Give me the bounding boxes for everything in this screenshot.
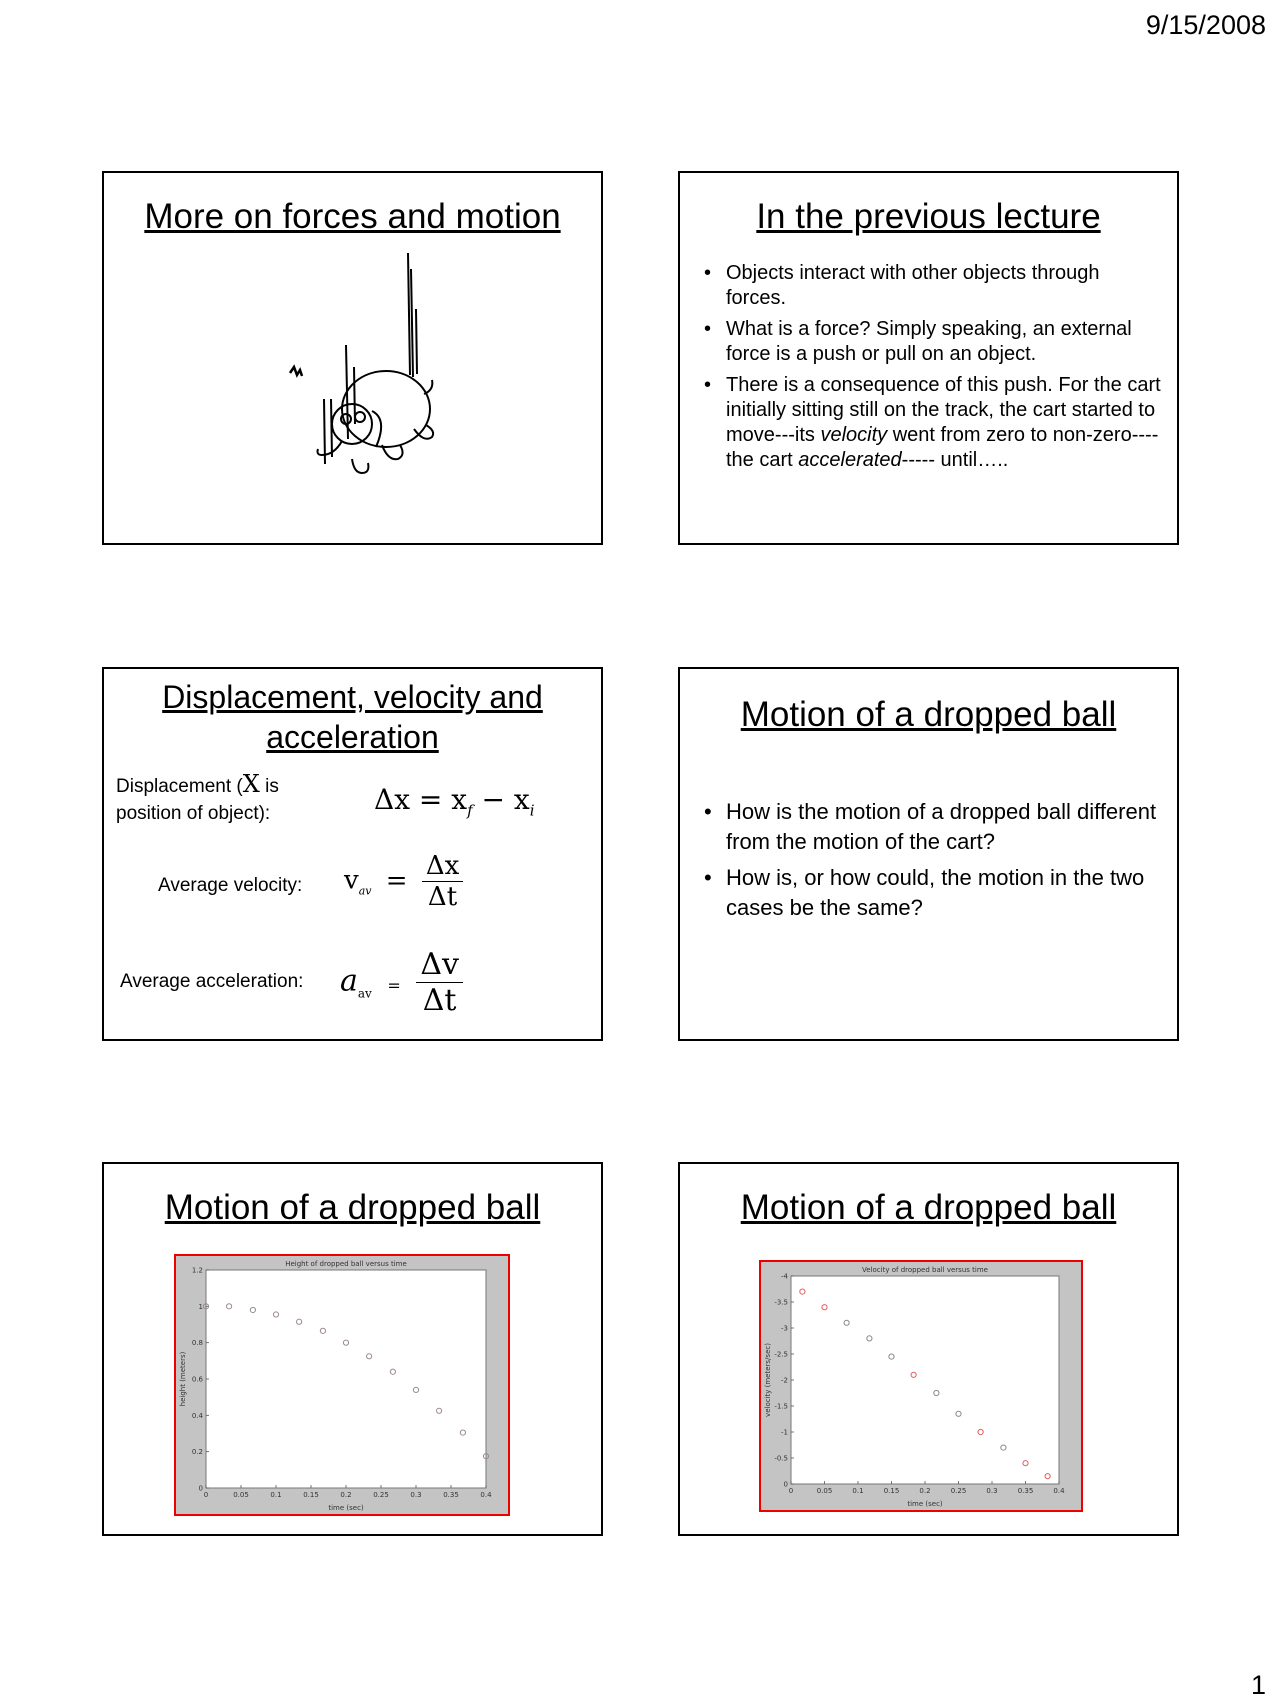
slide-title: Motion of a dropped ball xyxy=(164,1188,541,1227)
height-vs-time-chart xyxy=(176,1256,508,1514)
x-tick-label: 0 xyxy=(203,1491,209,1499)
slide-displacement-velocity-acceleration xyxy=(102,667,603,1041)
displacement-equation: $\Delta x = x_f - x_i$ xyxy=(374,783,535,820)
slide-title: Motion of a dropped ball xyxy=(740,1188,1117,1227)
x-axis-label: time (sec) xyxy=(328,1504,364,1512)
bullet-item: • Objects interact with other objects through forces. xyxy=(702,261,1162,311)
y-axis-label: height (meters) xyxy=(179,1351,187,1407)
y-tick-label: 0.2 xyxy=(191,1448,203,1457)
x-tick-label: 0 xyxy=(788,1487,794,1495)
slide-velocity-chart xyxy=(678,1162,1179,1536)
x-tick-label: 0.4 xyxy=(1053,1487,1065,1495)
y-tick-label: 0.8 xyxy=(191,1339,203,1348)
y-tick-label: -2.5 xyxy=(774,1350,788,1359)
velocity-vs-time-chart xyxy=(761,1262,1081,1510)
bullet-item: • How is the motion of a dropped ball different from the motion of the cart? xyxy=(702,797,1162,857)
y-tick-label: -3 xyxy=(781,1324,788,1333)
x-tick-label: 0.4 xyxy=(480,1491,492,1499)
displacement-label: Displacement (X is position of object): xyxy=(116,770,279,824)
slide-forces-and-motion xyxy=(102,171,603,545)
bullet-item: • How is, or how could, the motion in the two cases be the same? xyxy=(702,863,1162,923)
slide-dropped-ball-questions xyxy=(678,667,1179,1041)
x-tick-label: 0.1 xyxy=(270,1491,282,1499)
bullet-item: • What is a force? Simply speaking, an external force is a push or pull on an object. xyxy=(702,317,1162,367)
x-tick-label: 0.05 xyxy=(233,1491,249,1499)
y-tick-label: -4 xyxy=(781,1272,788,1281)
x-tick-label: 0.1 xyxy=(852,1487,864,1495)
slide-height-chart xyxy=(102,1162,603,1536)
plot-area xyxy=(206,1270,486,1488)
y-tick-label: 0.6 xyxy=(191,1375,203,1384)
x-tick-label: 0.35 xyxy=(443,1491,459,1499)
x-tick-label: 0.25 xyxy=(373,1491,389,1499)
page-number: 1 xyxy=(1250,1670,1266,1700)
height-chart-frame xyxy=(174,1254,510,1516)
slide-title: Displacement, velocity and acceleration xyxy=(162,679,543,755)
x-tick-label: 0.35 xyxy=(1017,1487,1034,1495)
x-axis-label: time (sec) xyxy=(907,1500,943,1508)
y-tick-label: -3.5 xyxy=(774,1298,788,1307)
y-tick-label: 0 xyxy=(783,1480,788,1489)
average-velocity-label: Average velocity: xyxy=(158,875,303,896)
y-tick-label: 1.2 xyxy=(191,1266,203,1275)
slide-title: In the previous lecture xyxy=(756,197,1101,236)
chart-title: Velocity of dropped ball versus time xyxy=(862,1266,988,1274)
y-tick-label: -1 xyxy=(781,1428,788,1437)
y-tick-label: -1.5 xyxy=(774,1402,788,1411)
x-tick-label: 0.3 xyxy=(986,1487,998,1495)
x-tick-label: 0.25 xyxy=(950,1487,967,1495)
slide-title: More on forces and motion xyxy=(144,197,561,236)
x-tick-label: 0.15 xyxy=(303,1491,319,1499)
x-tick-label: 0.15 xyxy=(883,1487,900,1495)
x-tick-label: 0.2 xyxy=(919,1487,931,1495)
y-tick-label: 1 xyxy=(198,1302,203,1311)
x-tick-label: 0.3 xyxy=(410,1491,422,1499)
y-tick-label: -2 xyxy=(781,1376,788,1385)
falling-elephant-illustration xyxy=(274,249,474,499)
y-tick-label: -0.5 xyxy=(774,1454,788,1463)
chart-title: Height of dropped ball versus time xyxy=(285,1260,407,1268)
bullet-list xyxy=(702,261,1162,479)
plot-area xyxy=(791,1276,1059,1484)
x-tick-label: 0.05 xyxy=(816,1487,833,1495)
average-acceleration-equation: $a_{av}$ = $\frac{\Delta v}{\Delta t}$ xyxy=(340,947,463,1018)
average-velocity-equation: $v_{av}$ = $\frac{\Delta x}{\Delta t}$ xyxy=(344,851,463,912)
slide-previous-lecture xyxy=(678,171,1179,545)
y-tick-label: 0.4 xyxy=(191,1411,203,1420)
bullet-item: • There is a consequence of this push. For the cart initially sitting still on the track, the cart started to move---its velocity went from zero to non-zero---- the cart accelerated----- until….. xyxy=(702,373,1162,473)
y-tick-label: 0 xyxy=(198,1484,203,1493)
bullet-list xyxy=(702,797,1162,929)
average-acceleration-label: Average acceleration: xyxy=(120,971,304,992)
slide-title: Motion of a dropped ball xyxy=(740,695,1117,734)
y-axis-label: velocity (meters/sec) xyxy=(764,1343,772,1417)
document-date: 9/15/2008 xyxy=(1145,10,1266,40)
velocity-chart-frame xyxy=(759,1260,1083,1512)
x-tick-label: 0.2 xyxy=(340,1491,352,1499)
